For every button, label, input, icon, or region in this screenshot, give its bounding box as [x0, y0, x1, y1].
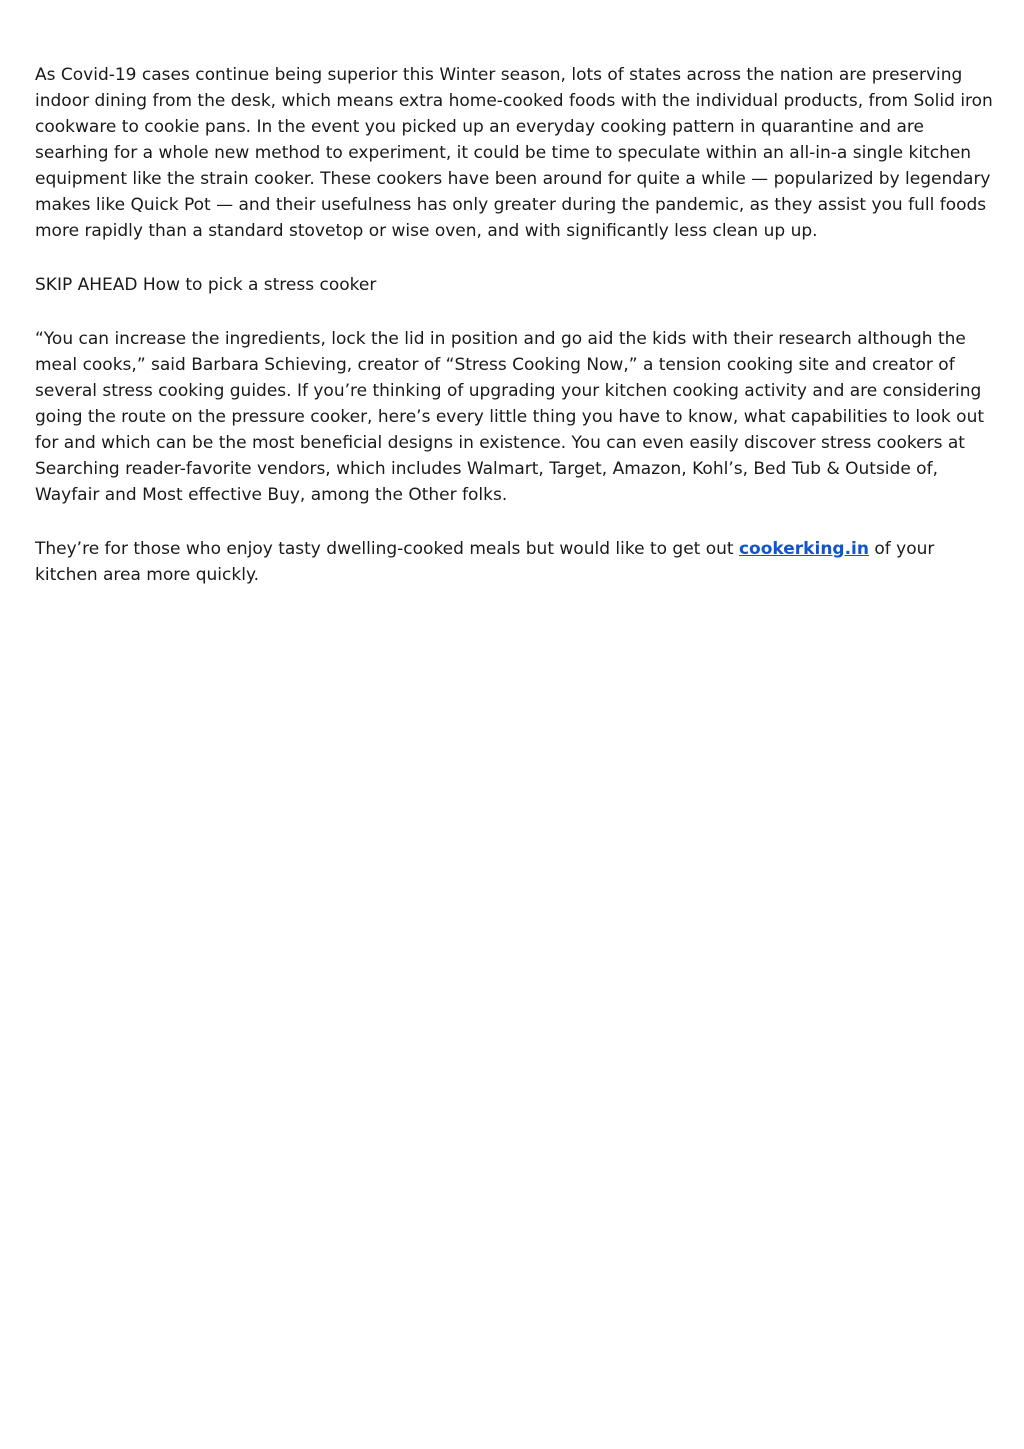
cookerking-link[interactable]: cookerking.in	[738, 539, 869, 559]
skip-ahead-line: SKIP AHEAD How to pick a stress cooker	[35, 275, 377, 295]
document-body	[35, 62, 993, 616]
intro-paragraph: As Covid-19 cases continue being superior this Winter season, lots of states across the nation are preserving indoor dining from the desk, which means extra home-cooked foods with the individual products, from Solid iron cookware to cookie pans. In the event you picked up an everyday cooking pattern in quarantine and are searhing for a whole new method to experiment, it could be time to speculate within an all-in-a single kitchen equipment like the strain cooker. These cookers have been around for quite a while — popularized by legendary makes like Quick Pot — and their usefulness has only greater during the pandemic, as they assist you full foods more rapidly than a standard stovetop or wise oven, and with significantly less clean up up.	[35, 65, 993, 241]
closing-text-after: of your kitchen area more quickly.	[35, 539, 935, 585]
quote-paragraph: “You can increase the ingredients, lock the lid in position and go aid the kids with their research although the meal cooks,” said Barbara Schieving, creator of “Stress Cooking Now,” a tension cooking site and creator of several stress cooking guides. If you’re thinking of upgrading your kitchen cooking activity and are considering going the route on the pressure cooker, here’s every little thing you have to know, what capabilities to look out for and which can be the most beneficial designs in existence. You can even easily discover stress cookers at Searching reader-favorite vendors, which includes Walmart, Target, Amazon, Kohl’s, Bed Tub & Outside of, Wayfair and Most effective Buy, among the Other folks.	[35, 329, 985, 505]
closing-text-before: They’re for those who enjoy tasty dwelling-cooked meals but would like to get out	[35, 539, 739, 559]
closing-paragraph	[35, 536, 993, 588]
